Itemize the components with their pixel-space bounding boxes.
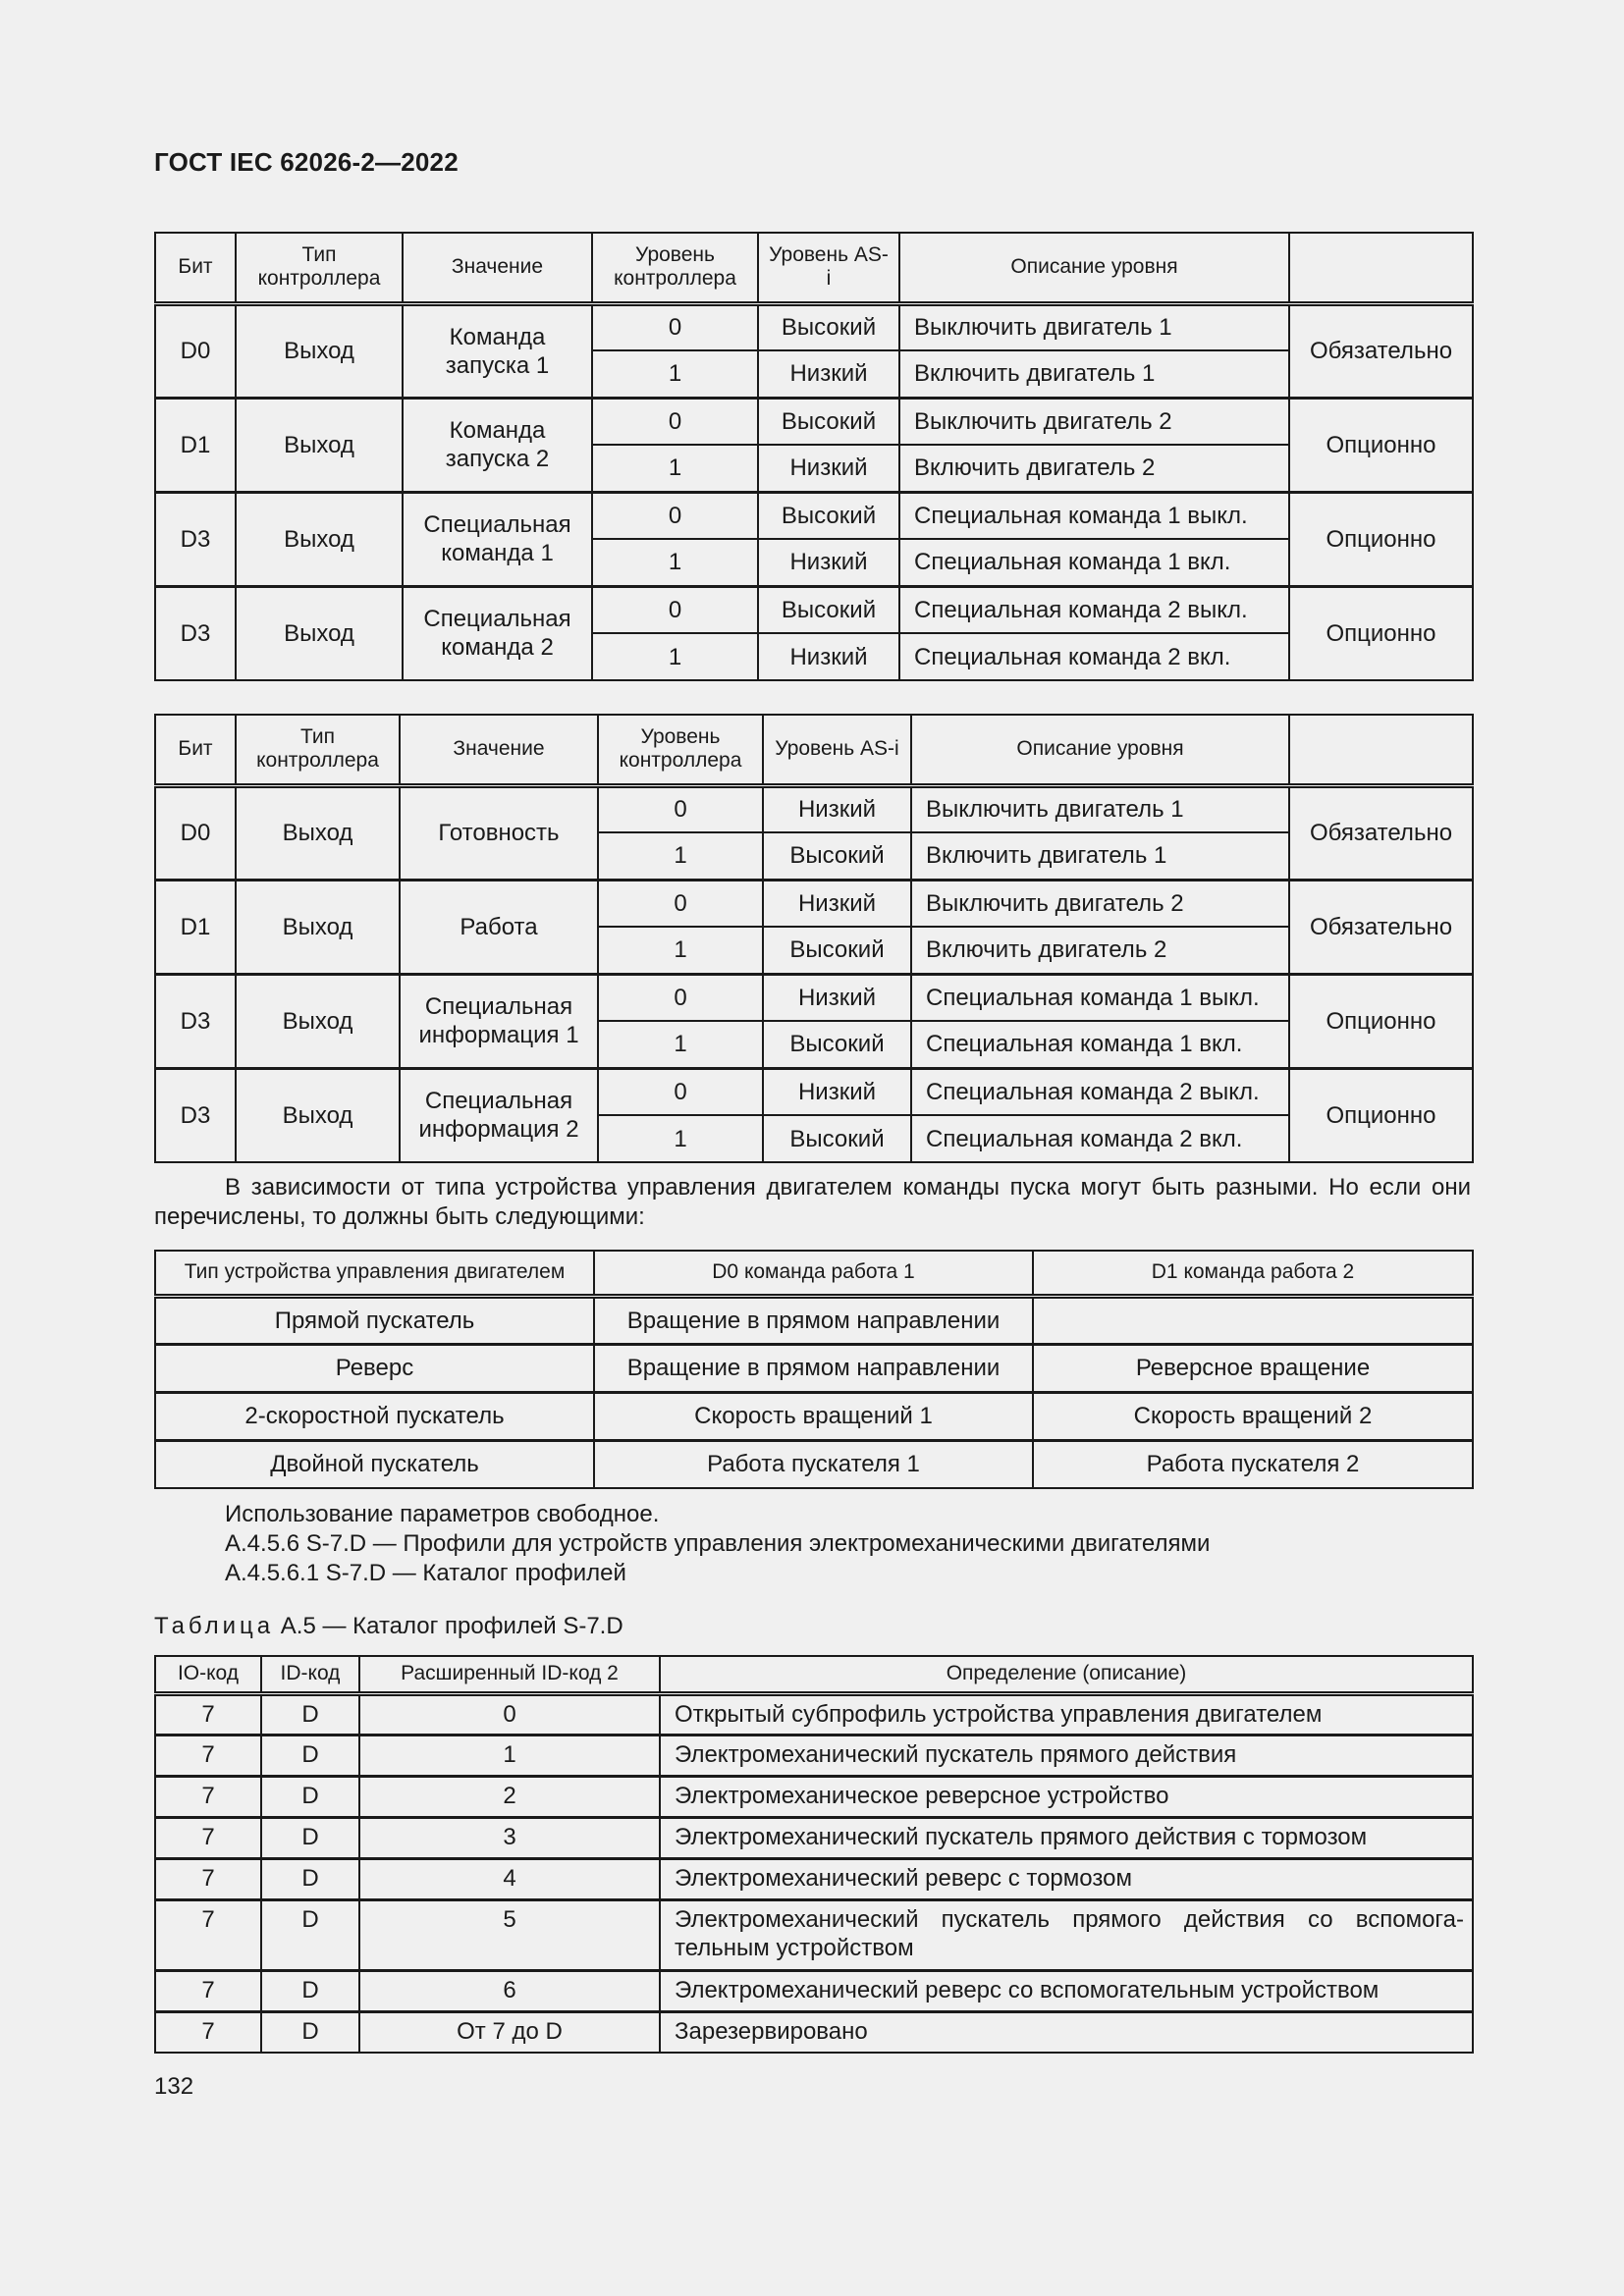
- table-row: [155, 1440, 1473, 1488]
- table-body: [155, 233, 1473, 680]
- table-cell: Электромеханический реверс с тормозом: [660, 1858, 1473, 1899]
- controller-type-cell: Выход: [236, 1068, 400, 1162]
- asi-level-cell: Высокий: [758, 398, 899, 445]
- asi-level-cell: Низкий: [758, 539, 899, 586]
- bit-cell: D3: [155, 1068, 236, 1162]
- table-cell: Двойной пускатель: [155, 1440, 594, 1488]
- table-row: [155, 1392, 1473, 1440]
- column-header: Уровень AS-i: [758, 233, 899, 303]
- table-cell: D: [261, 1970, 359, 2011]
- column-header: Тип контроллера: [236, 715, 400, 785]
- table-cell: 7: [155, 1776, 261, 1817]
- asi-level-cell: Высокий: [758, 303, 899, 350]
- table-body: [155, 1251, 1473, 1488]
- meaning-cell: Специальная информация 1: [400, 974, 598, 1068]
- controller-level-cell: 0: [598, 1068, 763, 1115]
- paragraph-start-commands: В зависимости от типа устройства управления двигателем команды пуска могут быть разными. Но если они перечислены, то должны быть следующими:: [154, 1174, 1471, 1230]
- controller-level-cell: 1: [598, 832, 763, 880]
- controller-level-cell: 0: [598, 785, 763, 832]
- table-cell: 1: [359, 1735, 660, 1776]
- table-cell: 2-скоростной пускатель: [155, 1392, 594, 1440]
- column-header: Тип контроллера: [236, 233, 403, 303]
- level-description-cell: Специальная команда 2 выкл.: [911, 1068, 1289, 1115]
- table-cell: D: [261, 1735, 359, 1776]
- table-cell: D: [261, 1776, 359, 1817]
- table-cell: Прямой пускатель: [155, 1296, 594, 1344]
- level-description-cell: Специальная команда 1 выкл.: [899, 492, 1289, 539]
- table-cell: 7: [155, 1858, 261, 1899]
- table-cell: 7: [155, 2011, 261, 2053]
- meaning-cell: Работа: [400, 880, 598, 974]
- controller-level-cell: 0: [592, 586, 758, 633]
- asi-level-cell: Низкий: [763, 1068, 911, 1115]
- table-cell: 2: [359, 1776, 660, 1817]
- table-cell: Работа пускателя 1: [594, 1440, 1033, 1488]
- column-header: Определение (описание): [660, 1656, 1473, 1693]
- table-start-commands: [154, 232, 1474, 681]
- table-row: [155, 398, 1473, 445]
- table-cell: 4: [359, 1858, 660, 1899]
- level-description-cell: Выключить двигатель 2: [911, 880, 1289, 927]
- requirement-cell: Опционно: [1289, 586, 1473, 680]
- table-cell: 6: [359, 1970, 660, 2011]
- level-description-cell: Выключить двигатель 1: [899, 303, 1289, 350]
- controller-type-cell: Выход: [236, 398, 403, 492]
- table-row: [155, 785, 1473, 832]
- controller-level-cell: 1: [598, 1115, 763, 1162]
- level-description-cell: Включить двигатель 2: [899, 445, 1289, 492]
- asi-level-cell: Низкий: [763, 785, 911, 832]
- table-cell: 7: [155, 1899, 261, 1970]
- level-description-cell: Специальная команда 2 вкл.: [911, 1115, 1289, 1162]
- table-cell: Открытый субпрофиль устройства управления двигателем: [660, 1693, 1473, 1735]
- table-cell: Скорость вращений 1: [594, 1392, 1033, 1440]
- bit-cell: D0: [155, 303, 236, 398]
- requirement-cell: Опционно: [1289, 974, 1473, 1068]
- requirement-cell: Опционно: [1289, 492, 1473, 586]
- column-header: D1 команда работа 2: [1033, 1251, 1473, 1296]
- table-row: [155, 1858, 1473, 1899]
- level-description-cell: Специальная команда 1 вкл.: [911, 1021, 1289, 1068]
- table-cell: D: [261, 1899, 359, 1970]
- bit-cell: D3: [155, 492, 236, 586]
- column-header: D0 команда работа 1: [594, 1251, 1033, 1296]
- bit-cell: D1: [155, 880, 236, 974]
- asi-level-cell: Низкий: [758, 350, 899, 398]
- table-cell: Реверс: [155, 1344, 594, 1392]
- column-header: IO-код: [155, 1656, 261, 1693]
- bit-cell: D3: [155, 974, 236, 1068]
- controller-level-cell: 0: [592, 398, 758, 445]
- table-cell: 0: [359, 1693, 660, 1735]
- table-row: [155, 1899, 1473, 1970]
- asi-level-cell: Низкий: [758, 445, 899, 492]
- asi-level-cell: Высокий: [763, 927, 911, 974]
- bit-cell: D1: [155, 398, 236, 492]
- controller-level-cell: 1: [592, 633, 758, 680]
- table-row: [155, 974, 1473, 1021]
- controller-type-cell: Выход: [236, 303, 403, 398]
- column-header: Уровень контроллера: [598, 715, 763, 785]
- table-row: [155, 1693, 1473, 1735]
- controller-level-cell: 1: [592, 350, 758, 398]
- controller-level-cell: 0: [592, 303, 758, 350]
- asi-level-cell: Высокий: [758, 492, 899, 539]
- header-row: [155, 233, 1473, 303]
- requirement-cell: Обязательно: [1289, 880, 1473, 974]
- table-cell: Электромеханическое реверсное устройство: [660, 1776, 1473, 1817]
- level-description-cell: Специальная команда 2 вкл.: [899, 633, 1289, 680]
- header-row: [155, 1251, 1473, 1296]
- controller-level-cell: 1: [592, 539, 758, 586]
- table-cell: Вращение в прямом направлении: [594, 1296, 1033, 1344]
- column-header: Описание уровня: [899, 233, 1289, 303]
- level-description-cell: Выключить двигатель 2: [899, 398, 1289, 445]
- header-row: [155, 715, 1473, 785]
- text-line-parameters: Использование параметров свободное.: [225, 1501, 660, 1527]
- table-cell: [1033, 1296, 1473, 1344]
- column-header: Уровень AS-i: [763, 715, 911, 785]
- table-cell: Реверсное вращение: [1033, 1344, 1473, 1392]
- requirement-cell: Опционно: [1289, 398, 1473, 492]
- asi-level-cell: Низкий: [763, 880, 911, 927]
- table-caption: [154, 1613, 623, 1640]
- meaning-cell: Специальная информация 2: [400, 1068, 598, 1162]
- level-description-cell: Включить двигатель 1: [899, 350, 1289, 398]
- table-row: [155, 586, 1473, 633]
- column-header: Расширенный ID-код 2: [359, 1656, 660, 1693]
- table-cell: D: [261, 2011, 359, 2053]
- controller-type-cell: Выход: [236, 586, 403, 680]
- table-cell: D: [261, 1817, 359, 1858]
- controller-type-cell: Выход: [236, 974, 400, 1068]
- header-row: [155, 1656, 1473, 1693]
- table-cell: D: [261, 1858, 359, 1899]
- page-number: 132: [154, 2073, 194, 2100]
- asi-level-cell: Высокий: [763, 832, 911, 880]
- table-cell: D: [261, 1693, 359, 1735]
- table-motor-device-types: [154, 1250, 1474, 1489]
- table-cell: Зарезервировано: [660, 2011, 1473, 2053]
- column-header: Значение: [400, 715, 598, 785]
- page-header: ГОСТ IEC 62026-2—2022: [154, 147, 459, 177]
- table-row: [155, 1296, 1473, 1344]
- table-body: [155, 715, 1473, 1162]
- asi-level-cell: Низкий: [763, 974, 911, 1021]
- table-cell: 5: [359, 1899, 660, 1970]
- meaning-cell: Команда запуска 2: [403, 398, 592, 492]
- table-cell: 3: [359, 1817, 660, 1858]
- column-header: Тип устройства управления двигателем: [155, 1251, 594, 1296]
- section-heading-a4-5-6: А.4.5.6 S-7.D — Профили для устройств управления электромеханическими двигателями: [225, 1530, 1211, 1557]
- meaning-cell: Специальная команда 1: [403, 492, 592, 586]
- controller-level-cell: 1: [598, 1021, 763, 1068]
- table-cell: 7: [155, 1735, 261, 1776]
- table-body: [155, 1656, 1473, 2053]
- table-cell: Электромеханический реверс со вспомогательным устройством: [660, 1970, 1473, 2011]
- table-row: [155, 1068, 1473, 1115]
- table-row: [155, 1817, 1473, 1858]
- bit-cell: D3: [155, 586, 236, 680]
- table-status-info: [154, 714, 1474, 1163]
- controller-type-cell: Выход: [236, 785, 400, 880]
- table-cell: 7: [155, 1693, 261, 1735]
- column-header: Бит: [155, 715, 236, 785]
- level-description-cell: Специальная команда 1 вкл.: [899, 539, 1289, 586]
- table-cell: Скорость вращений 2: [1033, 1392, 1473, 1440]
- table-cell: От 7 до D: [359, 2011, 660, 2053]
- table-row: [155, 880, 1473, 927]
- level-description-cell: Включить двигатель 1: [911, 832, 1289, 880]
- table-row: [155, 1735, 1473, 1776]
- level-description-cell: Выключить двигатель 1: [911, 785, 1289, 832]
- meaning-cell: Команда запуска 1: [403, 303, 592, 398]
- table-cell: 7: [155, 1970, 261, 2011]
- caption-text: А.5 — Каталог профилей S-7.D: [280, 1613, 623, 1639]
- table-cell: Электромеханический пускатель прямого действия со вспомога-тельным устройством: [660, 1899, 1473, 1970]
- level-description-cell: Специальная команда 1 выкл.: [911, 974, 1289, 1021]
- column-header: Бит: [155, 233, 236, 303]
- column-header: Значение: [403, 233, 592, 303]
- table-row: [155, 1344, 1473, 1392]
- table-cell: Электромеханический пускатель прямого действия: [660, 1735, 1473, 1776]
- column-header: [1289, 233, 1473, 303]
- controller-level-cell: 0: [592, 492, 758, 539]
- controller-level-cell: 0: [598, 880, 763, 927]
- table-cell: 7: [155, 1817, 261, 1858]
- table-profile-catalog: [154, 1655, 1474, 2054]
- table-cell: Электромеханический пускатель прямого действия с тормозом: [660, 1817, 1473, 1858]
- asi-level-cell: Высокий: [758, 586, 899, 633]
- asi-level-cell: Высокий: [763, 1115, 911, 1162]
- section-heading-a4-5-6-1: А.4.5.6.1 S-7.D — Каталог профилей: [225, 1560, 626, 1586]
- caption-label: Таблица: [154, 1613, 275, 1639]
- column-header: [1289, 715, 1473, 785]
- table-cell: Вращение в прямом направлении: [594, 1344, 1033, 1392]
- column-header: Описание уровня: [911, 715, 1289, 785]
- meaning-cell: Специальная команда 2: [403, 586, 592, 680]
- table-row: [155, 303, 1473, 350]
- table-row: [155, 2011, 1473, 2053]
- requirement-cell: Обязательно: [1289, 303, 1473, 398]
- requirement-cell: Опционно: [1289, 1068, 1473, 1162]
- asi-level-cell: Высокий: [763, 1021, 911, 1068]
- column-header: ID-код: [261, 1656, 359, 1693]
- controller-type-cell: Выход: [236, 492, 403, 586]
- requirement-cell: Обязательно: [1289, 785, 1473, 880]
- level-description-cell: Специальная команда 2 выкл.: [899, 586, 1289, 633]
- column-header: Уровень контроллера: [592, 233, 758, 303]
- table-cell: Работа пускателя 2: [1033, 1440, 1473, 1488]
- controller-level-cell: 0: [598, 974, 763, 1021]
- asi-level-cell: Низкий: [758, 633, 899, 680]
- table-row: [155, 1970, 1473, 2011]
- meaning-cell: Готовность: [400, 785, 598, 880]
- controller-type-cell: Выход: [236, 880, 400, 974]
- controller-level-cell: 1: [598, 927, 763, 974]
- table-row: [155, 1776, 1473, 1817]
- table-row: [155, 492, 1473, 539]
- controller-level-cell: 1: [592, 445, 758, 492]
- bit-cell: D0: [155, 785, 236, 880]
- level-description-cell: Включить двигатель 2: [911, 927, 1289, 974]
